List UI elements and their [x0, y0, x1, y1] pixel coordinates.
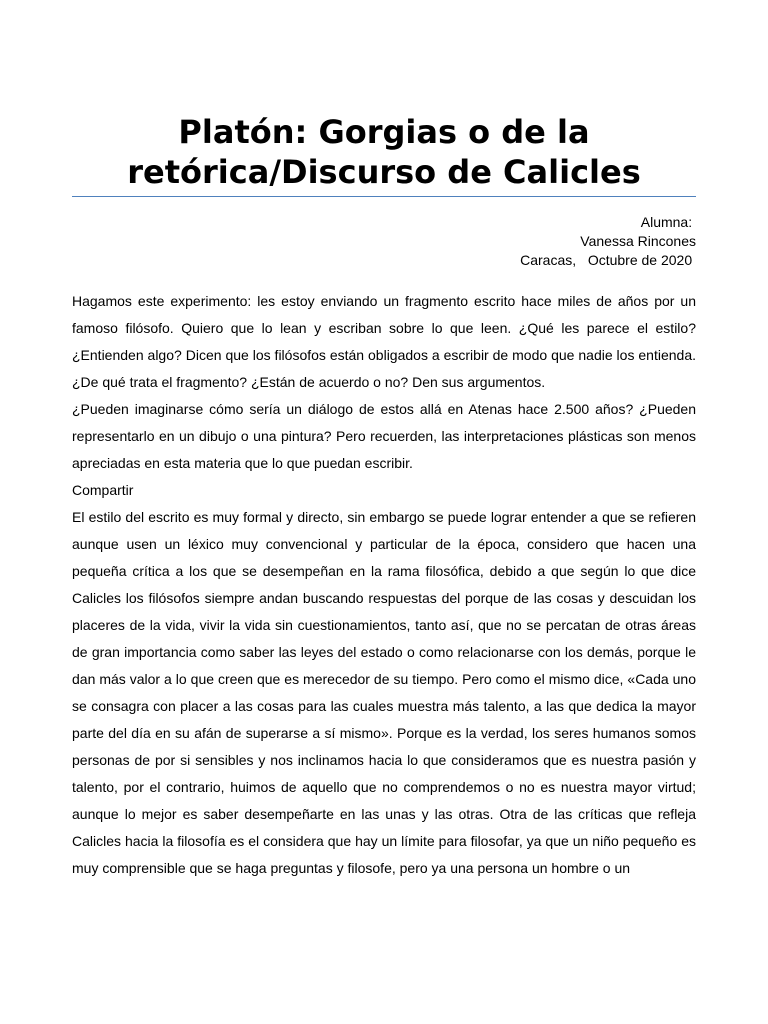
paragraph-essay: El estilo del escrito es muy formal y directo, sin embargo se puede lograr entender a que se refieren aunque usen un léxico muy convencional y particular de la época, considero que hacen una pequeña crítica a los que se desempeñan en la rama filosófica, debido a que según lo que dice Calicles los filósofos siempre andan buscando respuestas del porque de las cosas y descuidan los placeres de la vida, vivir la vida sin cuestionamientos, tanto así, que no se percatan de otras áreas de gran importancia como saber las leyes del estado o como relacionarse con los demás, porque le dan más valor a lo que creen que es merecedor de su tiempo. Pero como el mismo dice, «Cada uno se consagra con placer a las cosas para las cuales muestra más talento, a las que dedica la mayor parte del día en su afán de superarse a sí mismo». Porque es la verdad, los seres humanos somos personas de por si sensibles y nos inclinamos hacia lo que consideramos que es nuestra pasión y talento, por el contrario, huimos de aquello que no comprendemos o no es nuestra mayor virtud; aunque lo mejor es saber desempeñarte en las unas y las otras. Otra de las críticas que refleja Calicles hacia la filosofía es el considera que hay un límite para filosofar, ya que un niño pequeño es muy comprensible que se haga preguntas y filosofe, pero ya una persona un hombre o un	[72, 509, 696, 876]
paragraph-athens: ¿Pueden imaginarse cómo sería un diálogo de estos allá en Atenas hace 2.500 años? ¿Pueden representarlo en un dibujo o una pintura? Pero recuerden, las interpretaciones plásticas son menos apreciadas en esta materia que lo que puedan escribir.	[72, 401, 696, 471]
author-label: Alumna:	[640, 214, 696, 230]
document-title: Platón: Gorgias o de la retórica/Discurso de Calicles	[127, 113, 641, 191]
paragraph-instructions: Hagamos este experimento: les estoy enviando un fragmento escrito hace miles de años por un famoso filósofo. Quiero que lo lean y escriban sobre lo que leen. ¿Qué les parece el estilo? ¿Entienden algo? Dicen que los filósofos están obligados a escribir de modo que nadie los entienda. ¿De qué trata el fragmento? ¿Están de acuerdo o no? Den sus argumentos.	[72, 293, 696, 390]
author-block	[72, 213, 696, 270]
paragraph-share: Compartir	[72, 482, 134, 498]
title-divider	[72, 196, 696, 197]
place-date: Caracas, Octubre de 2020	[520, 252, 696, 268]
document-body	[72, 288, 696, 882]
author-name: Vanessa Rincones	[580, 233, 696, 249]
